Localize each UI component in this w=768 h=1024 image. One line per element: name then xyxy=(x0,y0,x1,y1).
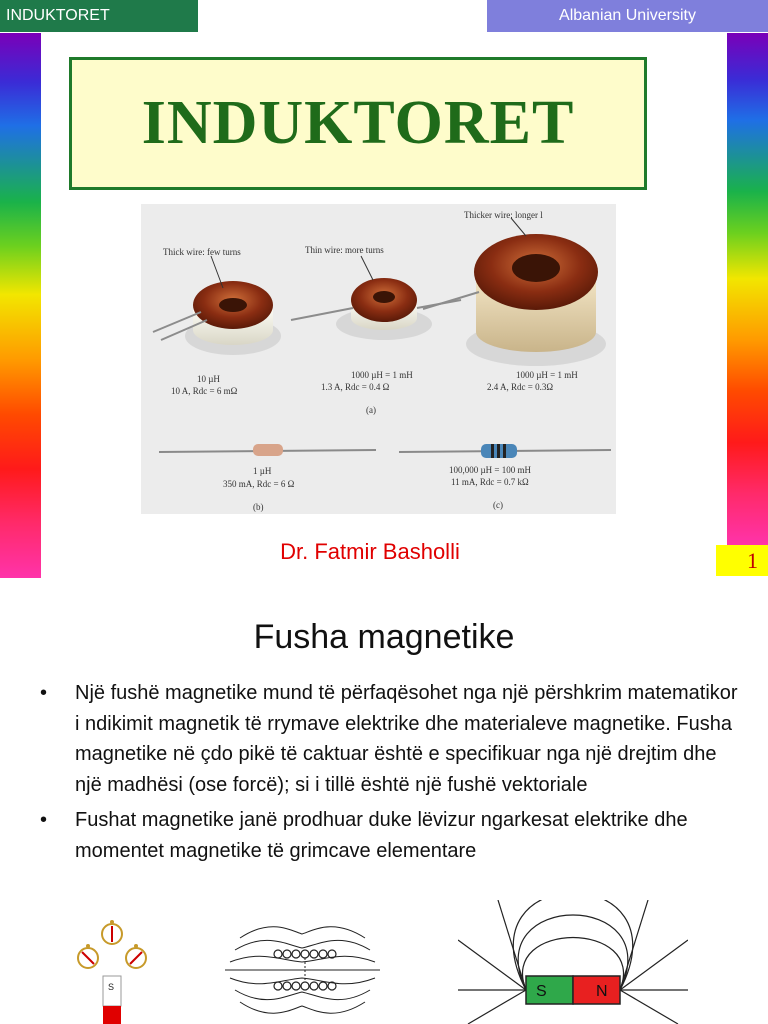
slide-2-title: Fusha magnetike xyxy=(253,618,515,656)
ind-b-line1: 1 µH xyxy=(253,466,272,476)
title-box xyxy=(69,57,647,190)
bullet-text: Një fushë magnetike mund të përfaqësohet nga një përshkrim matematikor i ndikimit magnetik të rrymave elektrike dhe materialeve magnetike. Fusha magnetike në çdo pikë të caktuar është e specifikuar nga një drejtim dhe një madhësi (ose forcë); si i tillë është një fushë vektoriale xyxy=(75,682,738,796)
bullet-item xyxy=(40,678,740,800)
magnet-n-label: N xyxy=(596,983,608,1000)
ind-a1-line2: 10 A, Rdc = 6 mΩ xyxy=(171,386,238,396)
ind-a3-line2: 2.4 A, Rdc = 0.3Ω xyxy=(487,382,554,392)
label-thin-wire: Thin wire: more turns xyxy=(305,245,384,255)
label-thick-wire: Thick wire: few turns xyxy=(163,247,241,257)
ind-b-line2: 350 mA, Rdc = 6 Ω xyxy=(223,479,295,489)
bullet-dot: • xyxy=(40,809,48,831)
author-name: Dr. Fatmir Basholli xyxy=(280,539,460,564)
rainbow-bar-right xyxy=(727,33,768,545)
bar-magnet-field-figure xyxy=(458,900,688,1024)
ind-c-line2: 11 mA, Rdc = 0.7 kΩ xyxy=(451,477,529,487)
rainbow-bar-left xyxy=(0,33,41,578)
solenoid-field-figure xyxy=(220,920,385,1020)
bar-magnet-label: S xyxy=(108,982,115,992)
compass-icon xyxy=(102,920,122,944)
bullet-item xyxy=(40,805,740,866)
bar-magnet-north xyxy=(103,1006,121,1024)
bullet-text: Fushat magnetike janë prodhuar duke lëvizur ngarkesat elektrike dhe momentet magnetike të grimcave elementare xyxy=(75,809,688,862)
ind-a3-line1: 1000 µH = 1 mH xyxy=(516,370,578,380)
caption-a: (a) xyxy=(366,405,376,415)
compass-icon xyxy=(126,944,146,968)
header-right-tab: Albanian University xyxy=(487,0,768,32)
inductors-photo xyxy=(141,204,616,514)
compass-icon xyxy=(78,944,98,968)
magnetic-figures xyxy=(0,900,768,1024)
bullet-list xyxy=(40,678,740,871)
header-left-tab: INDUKTORET xyxy=(0,0,198,32)
caption-b: (b) xyxy=(253,502,264,512)
page-number: 1 xyxy=(716,545,768,576)
compass-magnet-figure xyxy=(70,910,160,1024)
magnet-s-label: S xyxy=(536,983,547,1000)
ind-a2-line2: 1.3 A, Rdc = 0.4 Ω xyxy=(321,382,390,392)
ind-a2-line1: 1000 µH = 1 mH xyxy=(351,370,413,380)
bullet-dot: • xyxy=(40,682,48,704)
caption-c: (c) xyxy=(493,500,503,510)
label-thicker-wire: Thicker wire: longer l xyxy=(464,210,543,220)
ind-a1-line1: 10 µH xyxy=(197,374,220,384)
magnet-south-pole xyxy=(526,976,573,1004)
slide-title: INDUKTORET xyxy=(141,89,575,157)
ind-c-line1: 100,000 µH = 100 mH xyxy=(449,465,532,475)
inductors-illustration xyxy=(141,204,616,514)
slide-2 xyxy=(0,590,768,1024)
